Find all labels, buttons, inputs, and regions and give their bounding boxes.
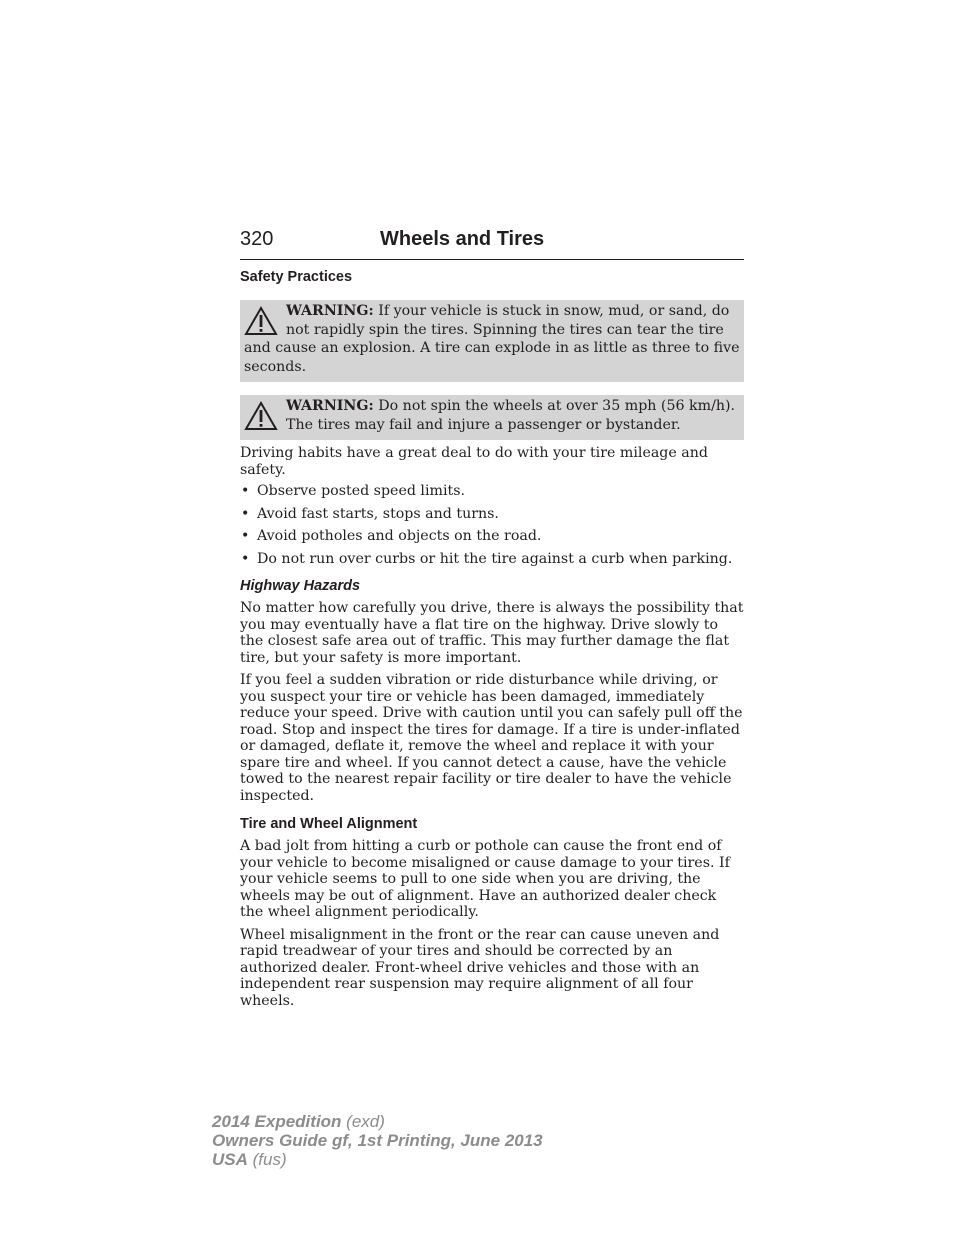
alignment-paragraph-2: Wheel misalignment in the front or the rear can cause uneven and rapid treadwear of your tires and should be corrected by an authorized dealer. Front-wheel drive vehicles and those with an independent rear suspension may require alignment of all four wheels. (240, 926, 720, 1009)
list-item: • Avoid potholes and objects on the road. (241, 528, 542, 544)
list-item: • Do not run over curbs or hit the tire against a curb when parking. (241, 550, 733, 567)
safety-bullet-list (240, 483, 744, 567)
manual-page (240, 228, 744, 1009)
page-footer: 2014 Expedition (exd) Owners Guide gf, 1st Printing, June 2013 USA (fus) (212, 1112, 543, 1169)
section-title-highway-hazards: Highway Hazards (240, 578, 361, 594)
warning-text: Do not spin the wheels at over 35 mph (56 km/h). The tires may fail and injure a passenger or bystander. (286, 398, 736, 433)
highway-paragraph-1: No matter how carefully you drive, there is always the possibility that you may eventually have a flat tire on the highway. Drive slowly to the closest safe area out of traffic. This may further damage the flat tire, but your safety is more important. (240, 600, 744, 666)
warning-box-speed (240, 395, 744, 440)
section-title-tire-wheel-alignment: Tire and Wheel Alignment (240, 816, 418, 832)
chapter-title: Wheels and Tires (380, 228, 545, 250)
page-header (240, 228, 744, 260)
section-title-safety-practices: Safety Practices (240, 269, 353, 285)
list-item: • Avoid fast starts, stops and turns. (241, 505, 499, 522)
warning-label: WARNING: (286, 398, 374, 414)
alignment-paragraph-1: A bad jolt from hitting a curb or pothole can cause the front end of your vehicle to become misaligned or cause damage to your tires. If your vehicle seems to pull to one side when you are driving, the wheels may be out of alignment. Have an authorized dealer check the wheel alignment periodically. (240, 838, 730, 920)
warning-triangle-icon (244, 306, 278, 336)
warning-label: WARNING: (286, 303, 374, 319)
driving-habits-paragraph: Driving habits have a great deal to do with your tire mileage and safety. (240, 445, 708, 478)
warning-triangle-icon (244, 401, 278, 431)
warning-text: If your vehicle is stuck in snow, mud, or sand, do not rapidly spin the tires. Spinning the tires can tear the tire and cause an explosion. A tire can explode in as little as three to five seconds. (244, 303, 740, 375)
warning-box-stuck (240, 300, 744, 382)
page-number: 320 (240, 228, 274, 250)
highway-paragraph-2: If you feel a sudden vibration or ride disturbance while driving, or you suspect your tire or vehicle has been damaged, immediately reduce your speed. Drive with caution until you can safely pull off the road. Stop and inspect the tires for damage. If a tire is under-inflated or damaged, deflate it, remove the wheel and replace it with your spare tire and wheel. If you cannot detect a cause, have the vehicle towed to the nearest repair facility or tire dealer to have the vehicle inspected. (240, 672, 743, 804)
list-item: • Observe posted speed limits. (241, 483, 465, 499)
